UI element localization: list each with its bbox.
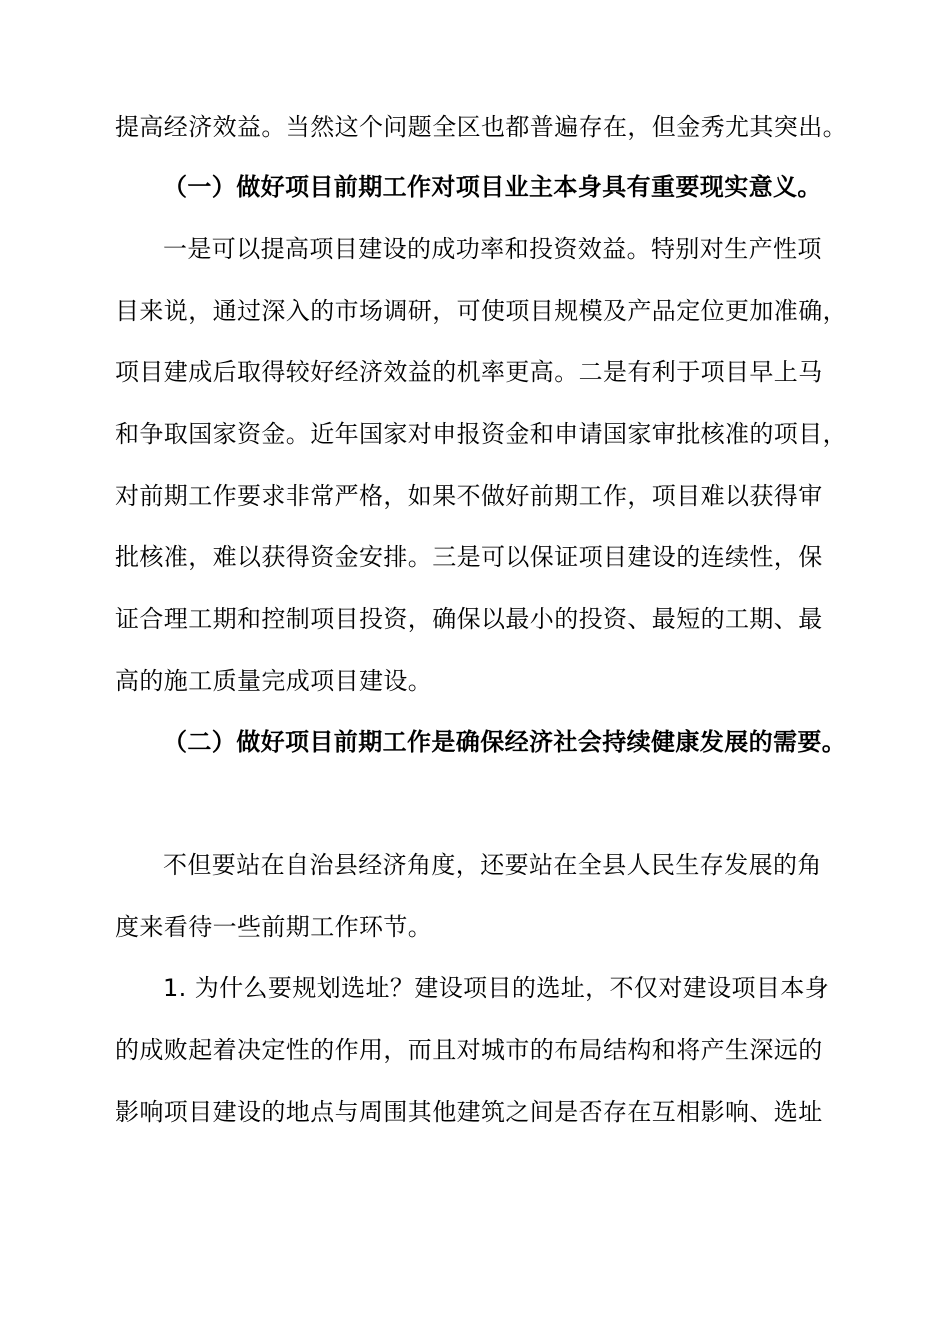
text-line: 证合理工期和控制项目投资，确保以最小的投资、最短的工期、最 (115, 605, 823, 633)
text-line: 目来说，通过深入的市场调研，可使项目规模及产品定位更加准确， (115, 297, 847, 325)
section-heading-1: （一）做好项目前期工作对项目业主本身具有重要现实意义。 (163, 173, 822, 201)
text-line: 和争取国家资金。近年国家对申报资金和申请国家审批核准的项目， (115, 420, 847, 448)
text-line: 影响项目建设的地点与周围其他建筑之间是否存在互相影响、选址 (115, 1098, 823, 1126)
text-line: 项目建成后取得较好经济效益的机率更高。二是有利于项目早上马 (115, 358, 823, 386)
text-line: 批核准，难以获得资金安排。三是可以保证项目建设的连续性，保 (115, 543, 823, 571)
text-line: 高的施工质量完成项目建设。 (115, 667, 433, 695)
text-line: 一是可以提高项目建设的成功率和投资效益。特别对生产性项 (163, 235, 822, 263)
text-line: 1. 为什么要规划选址？建设项目的选址，不仅对建设项目本身 (163, 974, 830, 1002)
text-line: 提高经济效益。当然这个问题全区也都普遍存在，但金秀尤其突出。 (115, 113, 847, 141)
text-line: 度来看待一些前期工作环节。 (115, 913, 433, 941)
text-line: 对前期工作要求非常严格，如果不做好前期工作，项目难以获得审 (115, 482, 823, 510)
section-heading-2: （二）做好项目前期工作是确保经济社会持续健康发展的需要。 (163, 728, 847, 756)
text-line: 不但要站在自治县经济角度，还要站在全县人民生存发展的角 (163, 851, 822, 879)
text-line: 的成败起着决定性的作用，而且对城市的布局结构和将产生深远的 (115, 1036, 823, 1064)
